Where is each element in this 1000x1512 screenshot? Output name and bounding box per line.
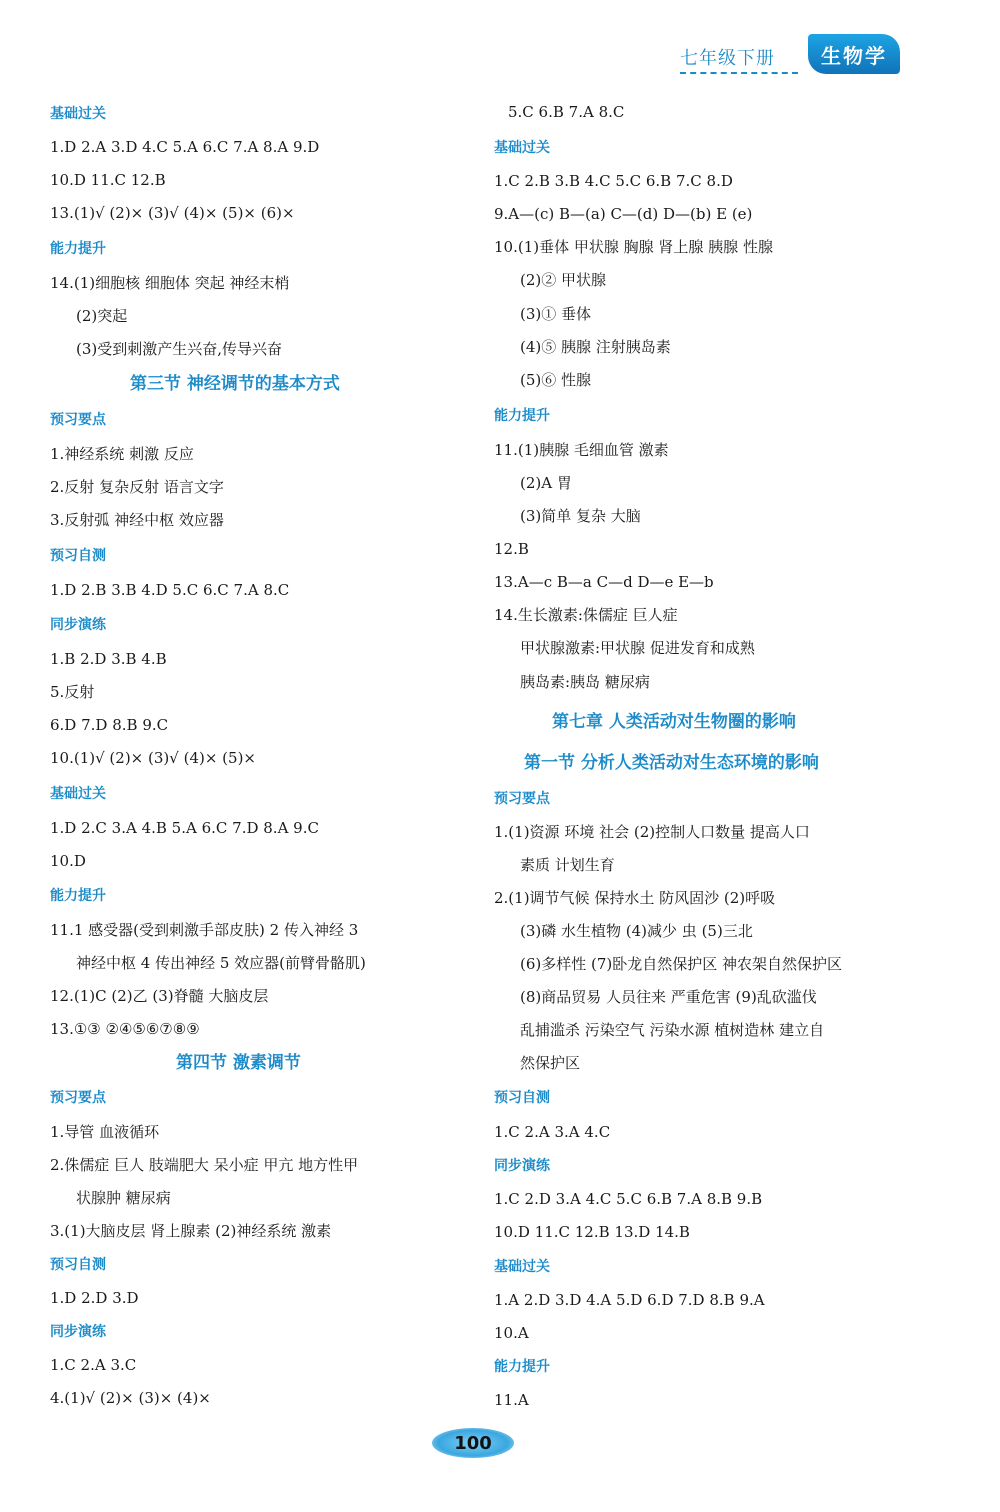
answer-line: 9.A—(c) B—(a) C—(d) D—(b) E (e) <box>494 205 753 223</box>
answer-line: 2.反射 复杂反射 语言文字 <box>50 478 224 496</box>
page-number: 100 <box>432 1428 514 1458</box>
answer-line: 1.C 2.B 3.B 4.C 5.C 6.B 7.C 8.D <box>494 172 733 190</box>
answer-line: 1.C 2.A 3.C <box>50 1356 137 1374</box>
header-grade: 七年级下册 <box>680 48 775 69</box>
answer-line: 12.(1)C (2)乙 (3)脊髓 大脑皮层 <box>50 987 269 1005</box>
answer-line: 1.导管 血液循环 <box>50 1123 160 1141</box>
answer-line: 1.C 2.A 3.A 4.C <box>494 1123 611 1141</box>
answer-line: (3)① 垂体 <box>520 305 592 323</box>
section-heading: 基础过关 <box>50 786 106 802</box>
section-heading: 能力提升 <box>494 408 550 424</box>
answer-line: 1.D 2.D 3.D <box>50 1289 139 1307</box>
section-heading: 预习自测 <box>494 1090 550 1106</box>
answer-line: 1.D 2.B 3.B 4.D 5.C 6.C 7.A 8.C <box>50 581 290 599</box>
answer-line: (3)磷 水生植物 (4)减少 虫 (5)三北 <box>520 922 753 940</box>
answer-line: 10.A <box>494 1324 529 1342</box>
answer-line: 14.(1)细胞核 细胞体 突起 神经末梢 <box>50 274 290 292</box>
section-heading: 同步演练 <box>50 617 106 633</box>
answer-line: 10.D <box>50 852 86 870</box>
answer-line: 1.B 2.D 3.B 4.B <box>50 650 167 668</box>
answer-line: 14.生长激素:侏儒症 巨人症 <box>494 606 678 624</box>
answer-line: 然保护区 <box>520 1054 581 1072</box>
section-heading: 基础过关 <box>494 140 550 156</box>
section-heading: 能力提升 <box>494 1359 550 1375</box>
answer-line: 5.C 6.B 7.A 8.C <box>508 103 625 121</box>
answer-line: (6)多样性 (7)卧龙自然保护区 神农架自然保护区 <box>520 955 843 973</box>
answer-line: 6.D 7.D 8.B 9.C <box>50 716 169 734</box>
answer-line: (3)简单 复杂 大脑 <box>520 507 641 525</box>
answer-line: 10.(1)垂体 甲状腺 胸腺 肾上腺 胰腺 性腺 <box>494 238 773 256</box>
section-heading: 预习要点 <box>50 1090 106 1106</box>
answer-line: 神经中枢 4 传出神经 5 效应器(前臂骨骼肌) <box>76 954 366 972</box>
section-heading: 基础过关 <box>494 1259 550 1275</box>
answer-line: (2)② 甲状腺 <box>520 271 607 289</box>
answer-line: 乱捕滥杀 污染空气 污染水源 植树造林 建立自 <box>520 1021 825 1039</box>
section-heading: 能力提升 <box>50 241 106 257</box>
answer-line: 3.(1)大脑皮层 肾上腺素 (2)神经系统 激素 <box>50 1222 332 1240</box>
header-subject-badge: 生物学 <box>808 34 900 74</box>
header-dashed-rule <box>680 72 798 74</box>
chapter-title: 第四节 激素调节 <box>176 1053 301 1073</box>
chapter-title: 第七章 人类活动对生物圈的影响 <box>552 712 796 732</box>
answer-line: 1.C 2.D 3.A 4.C 5.C 6.B 7.A 8.B 9.B <box>494 1190 763 1208</box>
section-heading: 预习自测 <box>50 1257 106 1273</box>
answer-line: 1.A 2.D 3.D 4.A 5.D 6.D 7.D 8.B 9.A <box>494 1291 765 1309</box>
section-heading: 同步演练 <box>50 1324 106 1340</box>
answer-line: 11.A <box>494 1391 529 1409</box>
chapter-title: 第三节 神经调节的基本方式 <box>130 374 340 394</box>
chapter-title: 第一节 分析人类活动对生态环境的影响 <box>524 753 819 773</box>
answer-line: 13.(1)√ (2)× (3)√ (4)× (5)× (6)× <box>50 204 295 222</box>
answer-line: 13.①③ ②④⑤⑥⑦⑧⑨ <box>50 1020 200 1038</box>
answer-line: (5)⑥ 性腺 <box>520 371 592 389</box>
answer-line: 5.反射 <box>50 683 95 701</box>
answer-line: 1.(1)资源 环境 社会 (2)控制人口数量 提高人口 <box>494 823 810 841</box>
answer-line: 素质 计划生育 <box>520 856 615 874</box>
answer-line: 1.D 2.A 3.D 4.C 5.A 6.C 7.A 8.A 9.D <box>50 138 320 156</box>
section-heading: 同步演练 <box>494 1158 550 1174</box>
answer-line: 胰岛素:胰岛 糖尿病 <box>520 673 650 691</box>
section-heading: 预习要点 <box>494 791 550 807</box>
answer-line: 11.1 感受器(受到刺激手部皮肤) 2 传入神经 3 <box>50 921 359 939</box>
answer-line: 4.(1)√ (2)× (3)× (4)× <box>50 1389 211 1407</box>
answer-line: 10.(1)√ (2)× (3)√ (4)× (5)× <box>50 749 256 767</box>
section-heading: 能力提升 <box>50 888 106 904</box>
answer-line: (3)受到刺激产生兴奋,传导兴奋 <box>76 340 283 358</box>
answer-line: 10.D 11.C 12.B <box>50 171 166 189</box>
answer-line: 12.B <box>494 540 529 558</box>
answer-line: 3.反射弧 神经中枢 效应器 <box>50 511 224 529</box>
answer-line: 状腺肿 糖尿病 <box>76 1189 171 1207</box>
answer-line: 甲状腺激素:甲状腺 促进发育和成熟 <box>520 639 755 657</box>
answer-line: 2.(1)调节气候 保持水土 防风固沙 (2)呼吸 <box>494 889 776 907</box>
answer-line: 13.A—c B—a C—d D—e E—b <box>494 573 714 591</box>
section-heading: 预习自测 <box>50 548 106 564</box>
answer-line: (2)A 胃 <box>520 474 572 492</box>
answer-line: (4)⑤ 胰腺 注射胰岛素 <box>520 338 671 356</box>
answer-line: 11.(1)胰腺 毛细血管 激素 <box>494 441 669 459</box>
answer-line: 10.D 11.C 12.B 13.D 14.B <box>494 1223 690 1241</box>
section-heading: 预习要点 <box>50 412 106 428</box>
answer-line: 2.侏儒症 巨人 肢端肥大 呆小症 甲亢 地方性甲 <box>50 1156 359 1174</box>
answer-line: (8)商品贸易 人员往来 严重危害 (9)乱砍滥伐 <box>520 988 817 1006</box>
section-heading: 基础过关 <box>50 106 106 122</box>
answer-line: 1.神经系统 刺激 反应 <box>50 445 194 463</box>
answer-line: (2)突起 <box>76 307 128 325</box>
answer-line: 1.D 2.C 3.A 4.B 5.A 6.C 7.D 8.A 9.C <box>50 819 319 837</box>
